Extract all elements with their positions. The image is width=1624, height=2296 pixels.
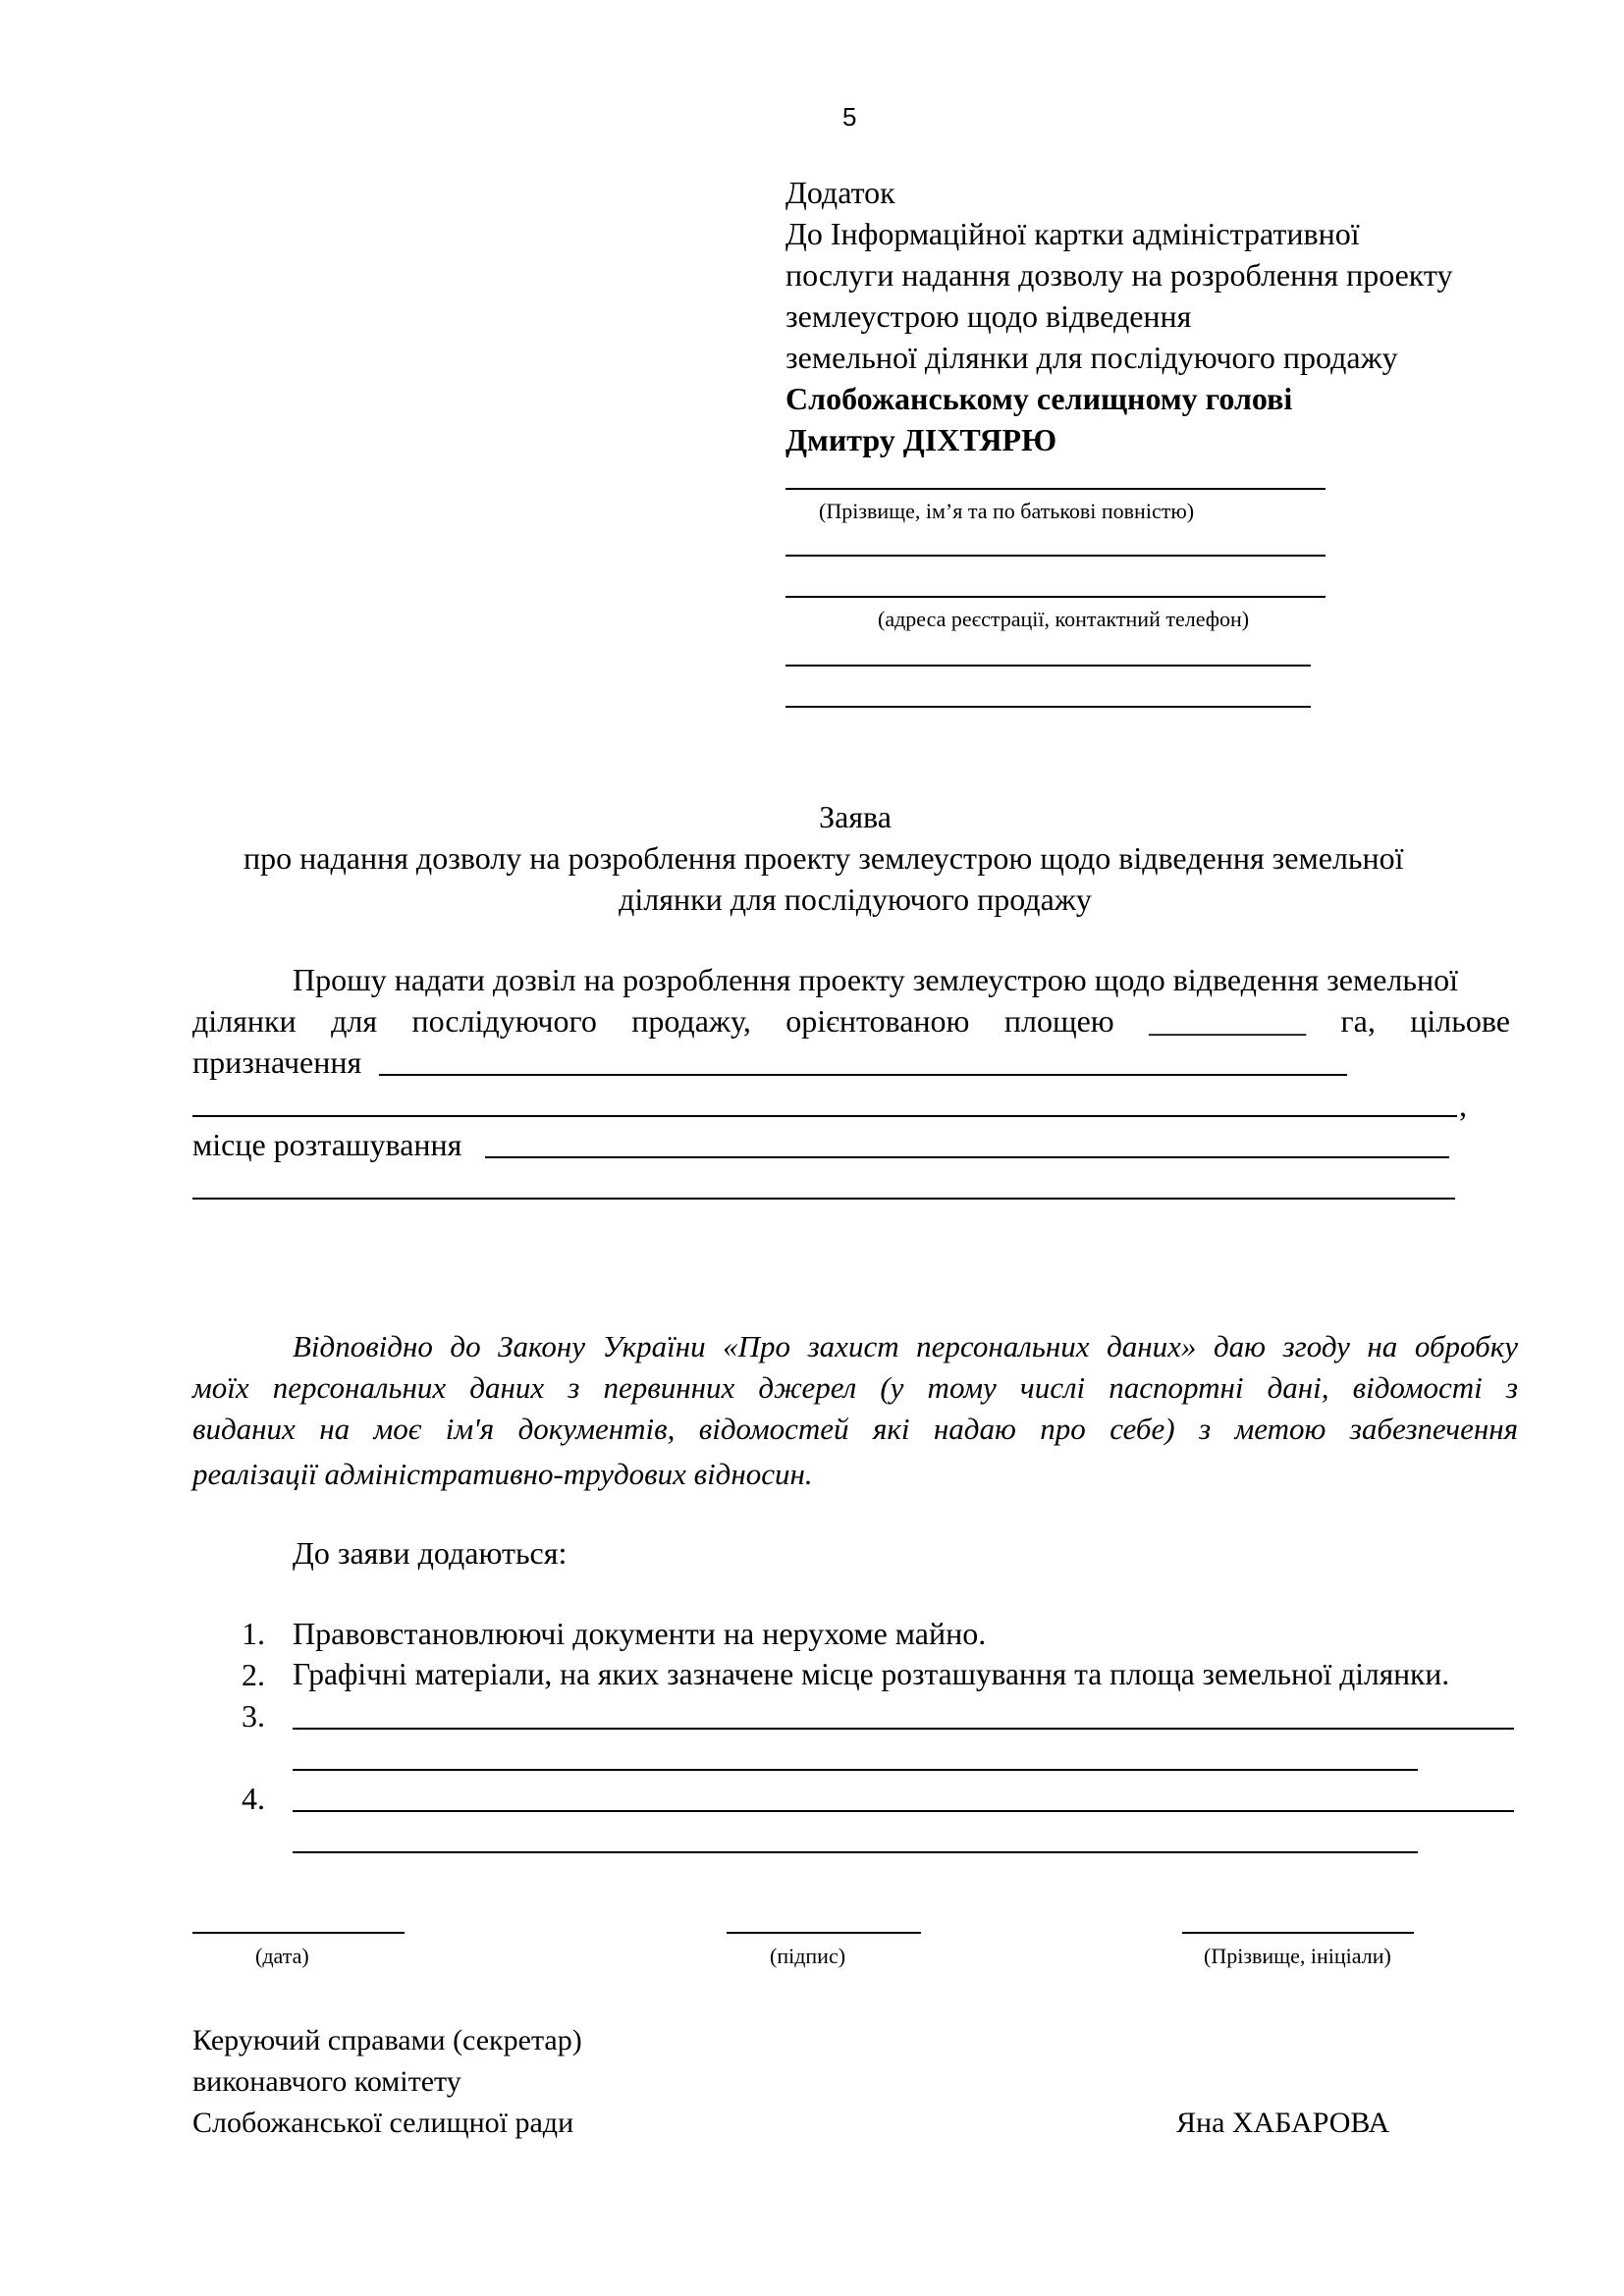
recipient-title: Слобожанському селищному голові <box>785 381 1293 416</box>
appendix-line: До Інформаційної картки адміністративної <box>785 216 1360 251</box>
consent-text: виданих на моє ім'я документів, відомостей які надаю про себе) з метою забезпечення <box>192 1412 1518 1446</box>
attachment-number: 1. <box>242 1616 265 1651</box>
application-subtitle: ділянки для послідуючого продажу <box>619 881 1092 917</box>
appendix-line: земельної ділянки для послідуючого продажу <box>785 340 1398 375</box>
footer-position: виконавчого комітету <box>192 2065 461 2098</box>
request-word: площею <box>1003 1003 1114 1039</box>
attachment-item: Графічні матеріали, на яких зазначене місце розташування та площа земельної ділянки. <box>293 1657 1450 1691</box>
address-caption: (адреса реєстрації, контактний телефон) <box>878 607 1250 631</box>
footer-signatory: Яна ХАБАРОВА <box>1176 2107 1390 2139</box>
area-blank: __________ <box>1149 1003 1307 1039</box>
applicant-name-line <box>785 488 1326 490</box>
attachment-blank-line <box>293 1851 1418 1853</box>
attachment-number: 3. <box>242 1698 265 1734</box>
address-line <box>785 555 1326 557</box>
name-caption: (Прізвище, ім’я та по батькові повністю) <box>819 499 1195 523</box>
location-line-continued <box>192 1198 1455 1200</box>
signature-line <box>727 1932 921 1934</box>
attachment-number: 2. <box>242 1657 265 1692</box>
purpose-label: призначення <box>192 1044 362 1080</box>
date-caption: (дата) <box>255 1944 309 1968</box>
purpose-comma: , <box>1459 1088 1467 1123</box>
blank-line <box>785 665 1311 667</box>
blank-line <box>785 706 1311 708</box>
footer-position: Слобожанської селищної ради <box>192 2107 574 2139</box>
consent-text: моїх персональних даних з первинних джерел (у тому числі паспортні дані, відомості з <box>192 1370 1518 1405</box>
request-word: послідуючого <box>411 1003 597 1039</box>
request-word: га, <box>1340 1003 1376 1039</box>
request-word: цільове <box>1410 1003 1510 1039</box>
request-word: продажу, <box>631 1003 751 1039</box>
attachment-item: Правовстановлюючі документи на нерухоме майно. <box>293 1616 987 1651</box>
name-line <box>1182 1932 1414 1934</box>
location-line <box>485 1156 1449 1158</box>
request-word: ділянки <box>192 1003 297 1039</box>
footer-position: Керуючий справами (секретар) <box>192 2024 582 2056</box>
consent-text: Відповідно до Закону України «Про захист персональних даних» даю згоду на обробку <box>293 1329 1518 1363</box>
request-word: орієнтованою <box>785 1003 970 1039</box>
signature-caption: (підпис) <box>770 1944 846 1968</box>
attachment-blank-line <box>293 1728 1514 1730</box>
attachment-blank-line <box>293 1769 1418 1771</box>
purpose-line <box>379 1074 1347 1076</box>
purpose-line-continued <box>192 1115 1457 1117</box>
consent-text: реалізації адміністративно-трудових відносин. <box>192 1457 813 1491</box>
attachment-number: 4. <box>242 1781 265 1816</box>
initials-caption: (Прізвище, ініціали) <box>1204 1944 1391 1968</box>
request-word: для <box>331 1003 378 1039</box>
application-subtitle: про надання дозволу на розроблення проекту землеустрою щодо відведення земельної <box>244 840 1404 876</box>
recipient-name: Дмитру ДІХТЯРЮ <box>785 422 1057 457</box>
request-text-line2 <box>192 1005 1510 1037</box>
attachment-blank-line <box>293 1810 1514 1812</box>
attachments-heading: До заяви додаються: <box>293 1535 568 1571</box>
appendix-line: землеустрою щодо відведення <box>785 298 1192 334</box>
address-line <box>785 596 1326 598</box>
appendix-label: Додаток <box>785 175 895 210</box>
location-label: місце розташування <box>192 1127 462 1162</box>
application-title: Заява <box>819 799 892 834</box>
appendix-line: послуги надання дозволу на розроблення проекту <box>785 257 1453 293</box>
date-line <box>192 1932 405 1934</box>
page-number: 5 <box>842 102 857 132</box>
request-text: Прошу надати дозвіл на розроблення проекту землеустрою щодо відведення земельної <box>293 962 1458 997</box>
